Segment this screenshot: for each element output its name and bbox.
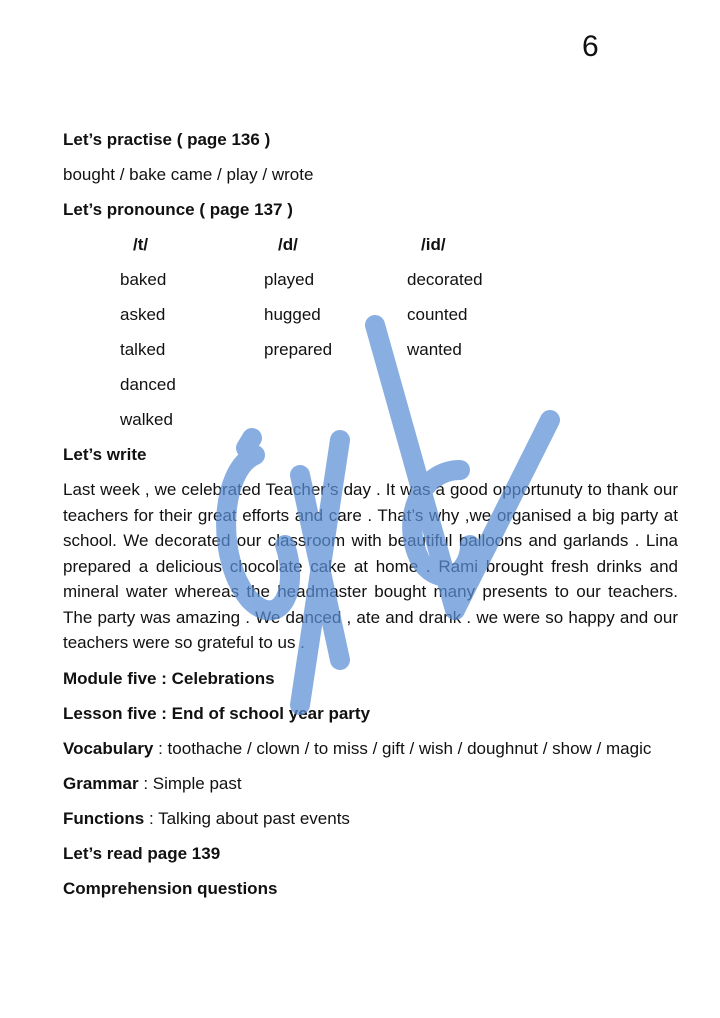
functions-label: Functions	[63, 808, 145, 828]
cell-t: asked	[120, 305, 166, 324]
read-heading: Let’s read page 139	[63, 843, 221, 863]
cell-d: hugged	[264, 305, 321, 324]
vocabulary-line	[63, 731, 678, 766]
functions-line	[63, 801, 678, 836]
practise-heading: Let’s practise ( page 136 )	[63, 130, 271, 149]
cell-id: wanted	[407, 340, 462, 359]
table-row	[63, 332, 678, 367]
cell-d: played	[264, 270, 315, 289]
practise-answers: bought / bake came / play / wrote	[63, 165, 314, 184]
header-id: /id/	[421, 235, 446, 254]
lesson-title: Lesson five : End of school year party	[63, 703, 371, 723]
vocabulary-label: Vocabulary	[63, 738, 154, 758]
pronounce-table-header	[63, 227, 678, 262]
cell-id: decorated	[407, 270, 483, 289]
write-heading: Let’s write	[63, 445, 147, 464]
functions-text: : Talking about past events	[144, 808, 350, 828]
comprehension-heading: Comprehension questions	[63, 878, 278, 898]
grammar-label: Grammar	[63, 773, 139, 793]
cell-t: danced	[120, 375, 176, 394]
page-number: 6	[582, 30, 599, 63]
header-d: /d/	[278, 235, 298, 254]
cell-t: talked	[120, 340, 166, 359]
table-row	[63, 367, 678, 402]
cell-id: counted	[407, 305, 468, 324]
cell-t: walked	[120, 410, 173, 429]
table-row	[63, 262, 678, 297]
table-row	[63, 402, 678, 437]
pronounce-heading: Let’s pronounce ( page 137 )	[63, 200, 293, 219]
header-t: /t/	[133, 235, 149, 254]
table-row	[63, 297, 678, 332]
cell-d: prepared	[264, 340, 333, 359]
grammar-text: : Simple past	[138, 773, 242, 793]
module-title: Module five : Celebrations	[63, 668, 275, 688]
document-body	[63, 122, 678, 906]
write-paragraph: Last week , we celebrated Teacher’s day . It was a good opportunuty to thank our teachers for their great efforts and care . That’s why ,we organised a big party at school. We decorated our classroom with beautiful balloons and garlands . Lina prepared a delicious chocolate cake at home . Rami brought fresh drinks and mineral water whereas the headmaster bought many presents to our teachers. The party was amazing . We danced , ate and drank . we were so happy and our teachers were so grateful to us .	[63, 480, 678, 652]
vocabulary-text: : toothache / clown / to miss / gift / wish / doughnut / show / magic	[153, 738, 652, 758]
grammar-line	[63, 766, 678, 801]
cell-t: baked	[120, 270, 167, 289]
